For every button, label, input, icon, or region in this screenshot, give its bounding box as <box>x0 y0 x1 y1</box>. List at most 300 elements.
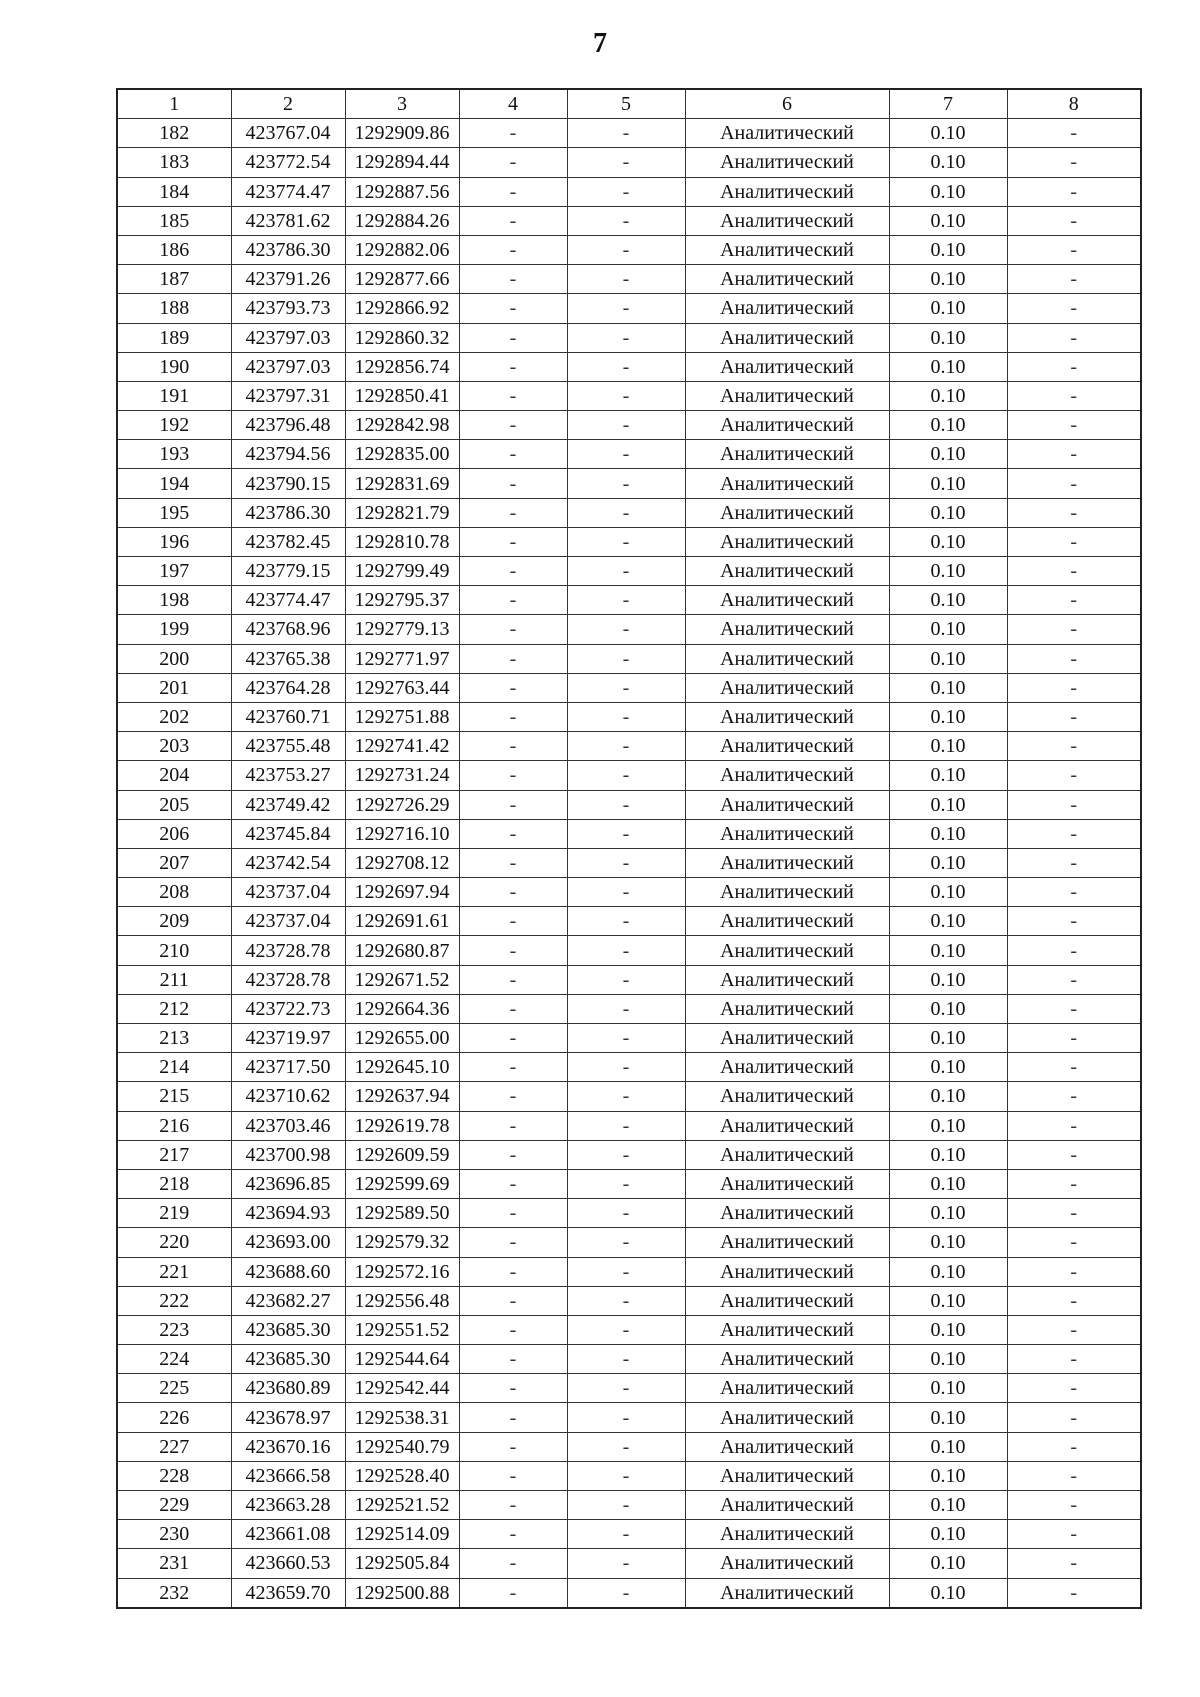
accuracy-cell: 0.10 <box>889 732 1007 761</box>
col5-cell: - <box>567 994 685 1023</box>
x-coordinate-cell: 423696.85 <box>231 1169 345 1198</box>
page-number: 7 <box>593 28 607 59</box>
point-number-cell: 228 <box>117 1461 231 1490</box>
table-row <box>117 994 1141 1023</box>
accuracy-cell: 0.10 <box>889 965 1007 994</box>
col5-cell: - <box>567 1286 685 1315</box>
x-coordinate-cell: 423710.62 <box>231 1082 345 1111</box>
table-row <box>117 673 1141 702</box>
col5-cell: - <box>567 761 685 790</box>
method-cell: Аналитический <box>685 1374 889 1403</box>
table-row <box>117 119 1141 148</box>
col5-cell: - <box>567 732 685 761</box>
method-cell: Аналитический <box>685 848 889 877</box>
x-coordinate-cell: 423753.27 <box>231 761 345 790</box>
x-coordinate-cell: 423688.60 <box>231 1257 345 1286</box>
table-row <box>117 148 1141 177</box>
table-row <box>117 1374 1141 1403</box>
accuracy-cell: 0.10 <box>889 761 1007 790</box>
y-coordinate-cell: 1292821.79 <box>345 498 459 527</box>
col5-cell: - <box>567 1432 685 1461</box>
accuracy-cell: 0.10 <box>889 498 1007 527</box>
method-cell: Аналитический <box>685 148 889 177</box>
col4-cell: - <box>459 148 567 177</box>
col5-cell: - <box>567 381 685 410</box>
method-cell: Аналитический <box>685 1461 889 1490</box>
point-number-cell: 202 <box>117 702 231 731</box>
method-cell: Аналитический <box>685 440 889 469</box>
col4-cell: - <box>459 177 567 206</box>
y-coordinate-cell: 1292538.31 <box>345 1403 459 1432</box>
y-coordinate-cell: 1292645.10 <box>345 1053 459 1082</box>
x-coordinate-cell: 423722.73 <box>231 994 345 1023</box>
col4-cell: - <box>459 206 567 235</box>
y-coordinate-cell: 1292664.36 <box>345 994 459 1023</box>
y-coordinate-cell: 1292795.37 <box>345 586 459 615</box>
point-number-cell: 187 <box>117 265 231 294</box>
method-cell: Аналитический <box>685 1169 889 1198</box>
method-cell: Аналитический <box>685 586 889 615</box>
point-number-cell: 186 <box>117 235 231 264</box>
col5-cell: - <box>567 644 685 673</box>
col4-cell: - <box>459 1345 567 1374</box>
x-coordinate-cell: 423685.30 <box>231 1345 345 1374</box>
point-number-cell: 184 <box>117 177 231 206</box>
col4-cell: - <box>459 819 567 848</box>
col8-cell: - <box>1007 907 1141 936</box>
table-row <box>117 702 1141 731</box>
accuracy-cell: 0.10 <box>889 1257 1007 1286</box>
table-row <box>117 1520 1141 1549</box>
point-number-cell: 207 <box>117 848 231 877</box>
method-cell: Аналитический <box>685 352 889 381</box>
column-header: 4 <box>459 89 567 119</box>
col8-cell: - <box>1007 206 1141 235</box>
table-row <box>117 732 1141 761</box>
point-number-cell: 201 <box>117 673 231 702</box>
col8-cell: - <box>1007 1082 1141 1111</box>
col8-cell: - <box>1007 294 1141 323</box>
point-number-cell: 203 <box>117 732 231 761</box>
col4-cell: - <box>459 294 567 323</box>
table-row <box>117 1578 1141 1608</box>
point-number-cell: 210 <box>117 936 231 965</box>
x-coordinate-cell: 423772.54 <box>231 148 345 177</box>
table-row <box>117 206 1141 235</box>
point-number-cell: 224 <box>117 1345 231 1374</box>
x-coordinate-cell: 423737.04 <box>231 907 345 936</box>
x-coordinate-cell: 423760.71 <box>231 702 345 731</box>
col4-cell: - <box>459 1374 567 1403</box>
accuracy-cell: 0.10 <box>889 265 1007 294</box>
col8-cell: - <box>1007 557 1141 586</box>
method-cell: Аналитический <box>685 1491 889 1520</box>
col8-cell: - <box>1007 878 1141 907</box>
col5-cell: - <box>567 1199 685 1228</box>
x-coordinate-cell: 423693.00 <box>231 1228 345 1257</box>
table-row <box>117 440 1141 469</box>
col8-cell: - <box>1007 1199 1141 1228</box>
point-number-cell: 219 <box>117 1199 231 1228</box>
col8-cell: - <box>1007 265 1141 294</box>
y-coordinate-cell: 1292521.52 <box>345 1491 459 1520</box>
col8-cell: - <box>1007 702 1141 731</box>
accuracy-cell: 0.10 <box>889 206 1007 235</box>
y-coordinate-cell: 1292680.87 <box>345 936 459 965</box>
accuracy-cell: 0.10 <box>889 148 1007 177</box>
y-coordinate-cell: 1292799.49 <box>345 557 459 586</box>
accuracy-cell: 0.10 <box>889 994 1007 1023</box>
col4-cell: - <box>459 1257 567 1286</box>
table-row <box>117 1491 1141 1520</box>
table-row <box>117 1024 1141 1053</box>
y-coordinate-cell: 1292731.24 <box>345 761 459 790</box>
y-coordinate-cell: 1292835.00 <box>345 440 459 469</box>
x-coordinate-cell: 423794.56 <box>231 440 345 469</box>
y-coordinate-cell: 1292866.92 <box>345 294 459 323</box>
y-coordinate-cell: 1292810.78 <box>345 527 459 556</box>
col8-cell: - <box>1007 1345 1141 1374</box>
col8-cell: - <box>1007 381 1141 410</box>
y-coordinate-cell: 1292741.42 <box>345 732 459 761</box>
point-number-cell: 215 <box>117 1082 231 1111</box>
table-header-row <box>117 89 1141 119</box>
table-row <box>117 907 1141 936</box>
x-coordinate-cell: 423728.78 <box>231 965 345 994</box>
point-number-cell: 213 <box>117 1024 231 1053</box>
y-coordinate-cell: 1292589.50 <box>345 1199 459 1228</box>
accuracy-cell: 0.10 <box>889 1140 1007 1169</box>
y-coordinate-cell: 1292856.74 <box>345 352 459 381</box>
col5-cell: - <box>567 936 685 965</box>
method-cell: Аналитический <box>685 323 889 352</box>
x-coordinate-cell: 423694.93 <box>231 1199 345 1228</box>
method-cell: Аналитический <box>685 1111 889 1140</box>
table-row <box>117 469 1141 498</box>
point-number-cell: 230 <box>117 1520 231 1549</box>
x-coordinate-cell: 423737.04 <box>231 878 345 907</box>
table-row <box>117 819 1141 848</box>
accuracy-cell: 0.10 <box>889 1024 1007 1053</box>
table-row <box>117 1432 1141 1461</box>
method-cell: Аналитический <box>685 936 889 965</box>
col4-cell: - <box>459 498 567 527</box>
col5-cell: - <box>567 1578 685 1608</box>
x-coordinate-cell: 423670.16 <box>231 1432 345 1461</box>
accuracy-cell: 0.10 <box>889 469 1007 498</box>
point-number-cell: 221 <box>117 1257 231 1286</box>
col8-cell: - <box>1007 527 1141 556</box>
col5-cell: - <box>567 323 685 352</box>
accuracy-cell: 0.10 <box>889 1169 1007 1198</box>
accuracy-cell: 0.10 <box>889 790 1007 819</box>
x-coordinate-cell: 423660.53 <box>231 1549 345 1578</box>
point-number-cell: 188 <box>117 294 231 323</box>
col8-cell: - <box>1007 148 1141 177</box>
point-number-cell: 232 <box>117 1578 231 1608</box>
x-coordinate-cell: 423786.30 <box>231 235 345 264</box>
col5-cell: - <box>567 498 685 527</box>
y-coordinate-cell: 1292599.69 <box>345 1169 459 1198</box>
accuracy-cell: 0.10 <box>889 878 1007 907</box>
accuracy-cell: 0.10 <box>889 352 1007 381</box>
method-cell: Аналитический <box>685 1082 889 1111</box>
accuracy-cell: 0.10 <box>889 907 1007 936</box>
x-coordinate-cell: 423790.15 <box>231 469 345 498</box>
point-number-cell: 182 <box>117 119 231 148</box>
accuracy-cell: 0.10 <box>889 527 1007 556</box>
method-cell: Аналитический <box>685 1228 889 1257</box>
point-number-cell: 198 <box>117 586 231 615</box>
method-cell: Аналитический <box>685 469 889 498</box>
x-coordinate-cell: 423764.28 <box>231 673 345 702</box>
point-number-cell: 211 <box>117 965 231 994</box>
table-row <box>117 644 1141 673</box>
accuracy-cell: 0.10 <box>889 1228 1007 1257</box>
method-cell: Аналитический <box>685 294 889 323</box>
method-cell: Аналитический <box>685 235 889 264</box>
col4-cell: - <box>459 557 567 586</box>
col5-cell: - <box>567 586 685 615</box>
y-coordinate-cell: 1292877.66 <box>345 265 459 294</box>
col5-cell: - <box>567 1345 685 1374</box>
col5-cell: - <box>567 1140 685 1169</box>
col8-cell: - <box>1007 177 1141 206</box>
table-row <box>117 411 1141 440</box>
column-header: 6 <box>685 89 889 119</box>
table-row <box>117 177 1141 206</box>
col8-cell: - <box>1007 994 1141 1023</box>
method-cell: Аналитический <box>685 1024 889 1053</box>
table-row <box>117 878 1141 907</box>
col5-cell: - <box>567 1403 685 1432</box>
table-row <box>117 1315 1141 1344</box>
x-coordinate-cell: 423717.50 <box>231 1053 345 1082</box>
table-row <box>117 615 1141 644</box>
accuracy-cell: 0.10 <box>889 1491 1007 1520</box>
accuracy-cell: 0.10 <box>889 673 1007 702</box>
table-row <box>117 1257 1141 1286</box>
method-cell: Аналитический <box>685 878 889 907</box>
y-coordinate-cell: 1292894.44 <box>345 148 459 177</box>
col4-cell: - <box>459 1520 567 1549</box>
table-row <box>117 1169 1141 1198</box>
col8-cell: - <box>1007 1257 1141 1286</box>
y-coordinate-cell: 1292540.79 <box>345 1432 459 1461</box>
column-header: 5 <box>567 89 685 119</box>
col4-cell: - <box>459 644 567 673</box>
col5-cell: - <box>567 819 685 848</box>
method-cell: Аналитический <box>685 761 889 790</box>
coordinates-table <box>116 88 1142 1609</box>
col5-cell: - <box>567 1491 685 1520</box>
y-coordinate-cell: 1292528.40 <box>345 1461 459 1490</box>
column-header: 3 <box>345 89 459 119</box>
point-number-cell: 205 <box>117 790 231 819</box>
accuracy-cell: 0.10 <box>889 440 1007 469</box>
point-number-cell: 195 <box>117 498 231 527</box>
col8-cell: - <box>1007 1228 1141 1257</box>
col8-cell: - <box>1007 411 1141 440</box>
method-cell: Аналитический <box>685 965 889 994</box>
col5-cell: - <box>567 265 685 294</box>
x-coordinate-cell: 423774.47 <box>231 586 345 615</box>
col8-cell: - <box>1007 615 1141 644</box>
col5-cell: - <box>567 1053 685 1082</box>
y-coordinate-cell: 1292887.56 <box>345 177 459 206</box>
table-row <box>117 1549 1141 1578</box>
method-cell: Аналитический <box>685 1140 889 1169</box>
method-cell: Аналитический <box>685 1053 889 1082</box>
y-coordinate-cell: 1292505.84 <box>345 1549 459 1578</box>
accuracy-cell: 0.10 <box>889 235 1007 264</box>
col4-cell: - <box>459 1082 567 1111</box>
table-row <box>117 352 1141 381</box>
method-cell: Аналитический <box>685 1432 889 1461</box>
point-number-cell: 208 <box>117 878 231 907</box>
accuracy-cell: 0.10 <box>889 586 1007 615</box>
y-coordinate-cell: 1292544.64 <box>345 1345 459 1374</box>
y-coordinate-cell: 1292655.00 <box>345 1024 459 1053</box>
col4-cell: - <box>459 411 567 440</box>
point-number-cell: 194 <box>117 469 231 498</box>
point-number-cell: 227 <box>117 1432 231 1461</box>
accuracy-cell: 0.10 <box>889 557 1007 586</box>
col8-cell: - <box>1007 1286 1141 1315</box>
col8-cell: - <box>1007 1111 1141 1140</box>
column-header: 7 <box>889 89 1007 119</box>
table-row <box>117 381 1141 410</box>
col4-cell: - <box>459 1169 567 1198</box>
col5-cell: - <box>567 352 685 381</box>
col4-cell: - <box>459 994 567 1023</box>
col5-cell: - <box>567 527 685 556</box>
y-coordinate-cell: 1292579.32 <box>345 1228 459 1257</box>
x-coordinate-cell: 423774.47 <box>231 177 345 206</box>
accuracy-cell: 0.10 <box>889 1345 1007 1374</box>
method-cell: Аналитический <box>685 1345 889 1374</box>
col8-cell: - <box>1007 323 1141 352</box>
accuracy-cell: 0.10 <box>889 1374 1007 1403</box>
accuracy-cell: 0.10 <box>889 1082 1007 1111</box>
accuracy-cell: 0.10 <box>889 1549 1007 1578</box>
table-row <box>117 527 1141 556</box>
col4-cell: - <box>459 936 567 965</box>
y-coordinate-cell: 1292860.32 <box>345 323 459 352</box>
col5-cell: - <box>567 615 685 644</box>
point-number-cell: 222 <box>117 1286 231 1315</box>
x-coordinate-cell: 423703.46 <box>231 1111 345 1140</box>
col5-cell: - <box>567 119 685 148</box>
col4-cell: - <box>459 1286 567 1315</box>
col4-cell: - <box>459 1491 567 1520</box>
point-number-cell: 229 <box>117 1491 231 1520</box>
col4-cell: - <box>459 1140 567 1169</box>
y-coordinate-cell: 1292697.94 <box>345 878 459 907</box>
x-coordinate-cell: 423768.96 <box>231 615 345 644</box>
point-number-cell: 220 <box>117 1228 231 1257</box>
x-coordinate-cell: 423779.15 <box>231 557 345 586</box>
accuracy-cell: 0.10 <box>889 848 1007 877</box>
y-coordinate-cell: 1292708.12 <box>345 848 459 877</box>
table-row <box>117 265 1141 294</box>
col4-cell: - <box>459 586 567 615</box>
table-row <box>117 1286 1141 1315</box>
method-cell: Аналитический <box>685 673 889 702</box>
method-cell: Аналитический <box>685 615 889 644</box>
y-coordinate-cell: 1292850.41 <box>345 381 459 410</box>
accuracy-cell: 0.10 <box>889 1432 1007 1461</box>
x-coordinate-cell: 423797.03 <box>231 323 345 352</box>
col8-cell: - <box>1007 819 1141 848</box>
method-cell: Аналитический <box>685 177 889 206</box>
y-coordinate-cell: 1292716.10 <box>345 819 459 848</box>
method-cell: Аналитический <box>685 1286 889 1315</box>
accuracy-cell: 0.10 <box>889 702 1007 731</box>
point-number-cell: 212 <box>117 994 231 1023</box>
point-number-cell: 226 <box>117 1403 231 1432</box>
point-number-cell: 223 <box>117 1315 231 1344</box>
col5-cell: - <box>567 848 685 877</box>
point-number-cell: 218 <box>117 1169 231 1198</box>
y-coordinate-cell: 1292609.59 <box>345 1140 459 1169</box>
table-row <box>117 848 1141 877</box>
accuracy-cell: 0.10 <box>889 411 1007 440</box>
x-coordinate-cell: 423786.30 <box>231 498 345 527</box>
method-cell: Аналитический <box>685 557 889 586</box>
point-number-cell: 193 <box>117 440 231 469</box>
col8-cell: - <box>1007 1549 1141 1578</box>
table-row <box>117 1461 1141 1490</box>
x-coordinate-cell: 423797.31 <box>231 381 345 410</box>
col5-cell: - <box>567 294 685 323</box>
col4-cell: - <box>459 965 567 994</box>
col8-cell: - <box>1007 1140 1141 1169</box>
point-number-cell: 214 <box>117 1053 231 1082</box>
column-header: 1 <box>117 89 231 119</box>
col4-cell: - <box>459 732 567 761</box>
point-number-cell: 204 <box>117 761 231 790</box>
x-coordinate-cell: 423796.48 <box>231 411 345 440</box>
x-coordinate-cell: 423781.62 <box>231 206 345 235</box>
accuracy-cell: 0.10 <box>889 1053 1007 1082</box>
col4-cell: - <box>459 673 567 702</box>
col5-cell: - <box>567 557 685 586</box>
col5-cell: - <box>567 1315 685 1344</box>
method-cell: Аналитический <box>685 206 889 235</box>
accuracy-cell: 0.10 <box>889 1403 1007 1432</box>
col8-cell: - <box>1007 1578 1141 1608</box>
col5-cell: - <box>567 1520 685 1549</box>
col4-cell: - <box>459 1461 567 1490</box>
col5-cell: - <box>567 148 685 177</box>
x-coordinate-cell: 423678.97 <box>231 1403 345 1432</box>
col5-cell: - <box>567 206 685 235</box>
accuracy-cell: 0.10 <box>889 1111 1007 1140</box>
col5-cell: - <box>567 469 685 498</box>
accuracy-cell: 0.10 <box>889 381 1007 410</box>
col4-cell: - <box>459 1549 567 1578</box>
y-coordinate-cell: 1292763.44 <box>345 673 459 702</box>
accuracy-cell: 0.10 <box>889 1199 1007 1228</box>
x-coordinate-cell: 423782.45 <box>231 527 345 556</box>
point-number-cell: 231 <box>117 1549 231 1578</box>
col4-cell: - <box>459 702 567 731</box>
col5-cell: - <box>567 673 685 702</box>
x-coordinate-cell: 423682.27 <box>231 1286 345 1315</box>
col8-cell: - <box>1007 644 1141 673</box>
x-coordinate-cell: 423749.42 <box>231 790 345 819</box>
